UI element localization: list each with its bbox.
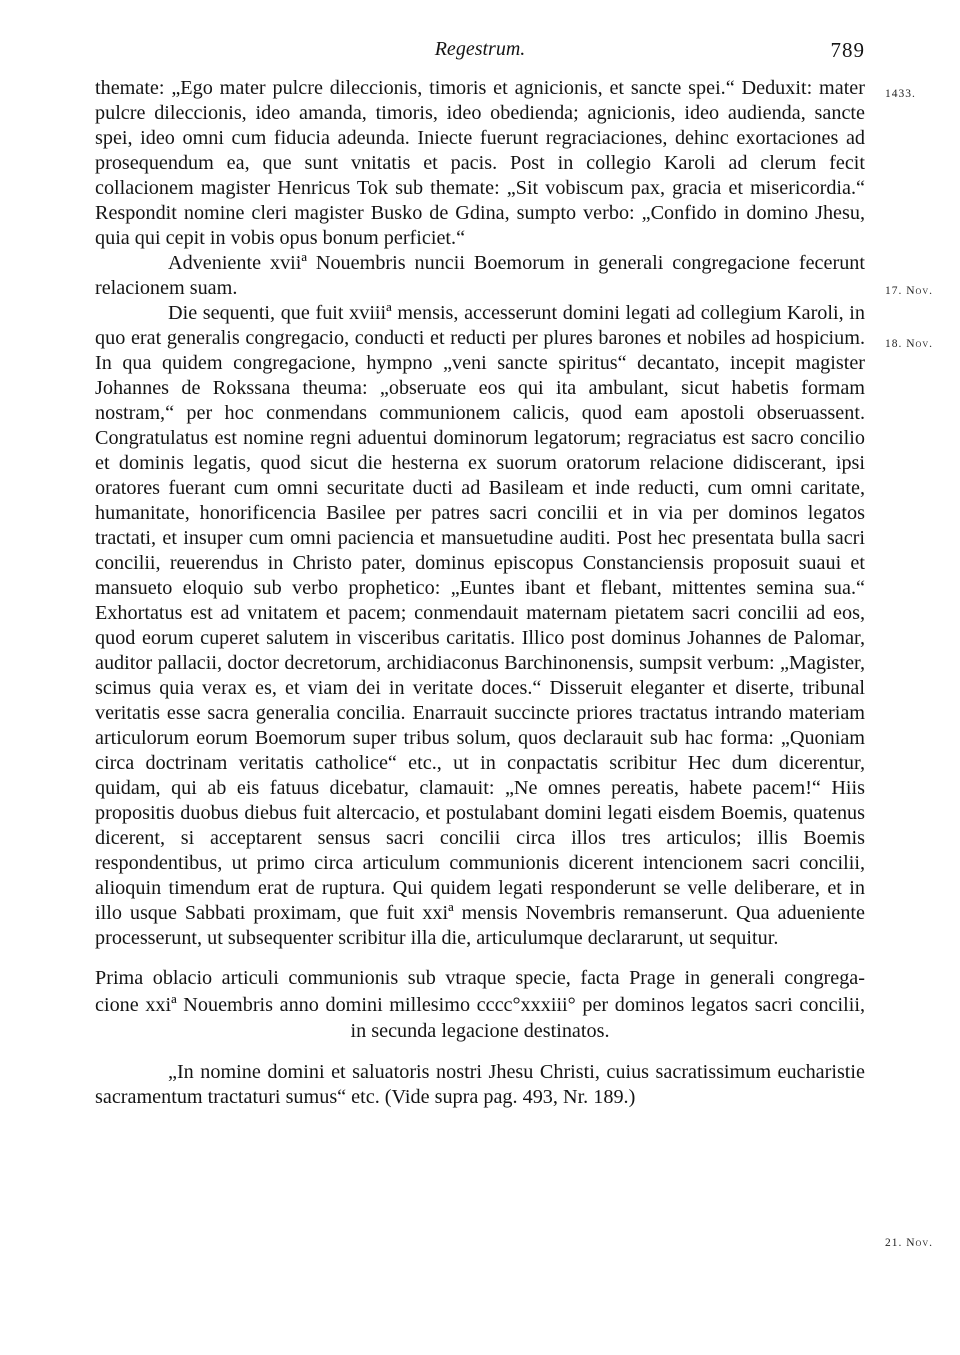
page-header	[95, 38, 865, 70]
closing-text: „In nomine domini et saluatoris nostri Jhesu Christi, cuius sacratissimum eucharistie sacramentum tractaturi sumus“ etc. (Vide supra pag. 493, Nr. 189.)	[95, 1060, 865, 1108]
closing-paragraph	[95, 1060, 865, 1110]
margin-note-nov17: 17. Nov.	[885, 285, 933, 297]
heading-line-3: in secunda legacione destinatos.	[350, 1020, 610, 1042]
heading-line-1: Prima oblacio articuli communionis sub vtraque specie, facta Prage in generali congrega-	[95, 967, 865, 989]
margin-note-year: 1433.	[885, 88, 916, 100]
paragraph-3: Die sequenti, que fuit xviiiª mensis, accesserunt domini legati ad collegium Karoli, in quo erat generalis congregacio, conducti et reducti per plures barones et nobiles ad hospicium. In qua quidem congregacione, hympno „veni sancte spiritus“ decantato, incepit magister Johannes de Rokssana theuma: „obseruate eos qui ita ambulant, sicut habetis formam nostram,“ per hoc conmendans communionem calicis, quod eam apostoli obseruassent. Congratulatus est nomine regni aduentui dominorum legatorum; regraciatus est sacro concilio et dominis legatis, quod sicut die hesterna ex suorum oratorum relacione didiscerant, ipsi oratores fuerant cum omni securitate ducti ad Basileam et inde reducti, cum omni caritate, humanitate, honorificencia Basilee per patres sacri concilii et in via per dominos legatos tractati, et insuper cum omni paciencia et mansuetudine auditi. Post hec presentata bulla sacri concilii, reuerendus in Christo pater, dominus episcopus Constanciensis proposuit suaui et mansueto eloquio sub verbo prophetico: „Euntes ibant et flebant, mittentes semina sua.“ Exhortatus est ad vnitatem et pacem; conmendauit maternam pietatem sacri concilii ad eos, quod eorum cuperet salutem in visceribus caritatis. Illico post dominus Johannes de Palomar, auditor pallacii, doctor decretorum, archidiaconus Barchinonensis, sumpsit verbum: „Magister, scimus quia verax es, et viam dei in veritate doces.“ Disseruit eleganter et diserte, tribunal veritatis esse sacra generalia concilia. Enarrauit succincte priores tractatus intrando materiam articulorum eorum Boemorum super tribus solum, quos declarauit sub hac forma: „Quoniam circa doctrinam veritatis catholice“ etc., ut in conpactatis scribitur Hec dum dicerentur, quidam, qui ab eis fatuus dicebatur, clamauit: „Ne omnes pereatis, habete pacem!“ Hiis propositis duobus diebus fuit altercacio, et postulabant domini legati eisdem Boemis, quatenus dicerent, si acceptarent sensus sacri concilii circa illos tres articulos; illis Boemis respondentibus, ut primo circa articulum communionis dicerent intencionem sacri concilii, alioquin timendum erat de ruptura. Qui quidem legati responderunt se velle deliberare, et in illo usque Sabbati proximam, que fuit xxiª mensis Novembris remanserunt. Qua adueniente processerunt, ut subsequenter scribitur illa die, articulumque declararunt, ut sequitur.	[95, 302, 865, 949]
paragraph-1: themate: „Ego mater pulcre dileccionis, timoris et agnicionis, et sancte spei.“ Deduxit: mater pulcre dileccionis, ideo amanda, timoris, ideo obedienda; agnicionis, ideo audienda, sancte spei, ideo omni cum fiducia adeunda. Iniecte fuerunt regraciaciones, dehinc exortaciones ad prosequendum ea, que sunt vnitatis et pacis. Post in collegio Karoli ad clerum fecit collacionem magister Henricus Tok sub themate: „Sit vobiscum pax, gracia et misericordia.“ Respondit nomine cleri magister Busko de Gdina, sumpto verbo: „Confido in domino Jhesu, quia qui cepit in vobis opus bonum perficiet.“	[95, 77, 865, 249]
document-page	[95, 38, 865, 1110]
page-number: 789	[830, 38, 865, 62]
paragraph-2: Adveniente xviiª Nouembris nuncii Boemorum in generali congregacione fecerunt relacionem suam.	[95, 252, 865, 299]
body-text	[95, 76, 865, 951]
section-heading	[95, 965, 865, 1045]
margin-note-nov18: 18. Nov.	[885, 338, 933, 350]
margin-note-nov21: 21. Nov.	[885, 1237, 933, 1249]
heading-line-2: cione xxiª Nouembris anno domini millesimo cccc°xxxiii° per dominos legatos sacri concilii,	[95, 993, 865, 1016]
running-title: Regestrum.	[434, 38, 526, 60]
